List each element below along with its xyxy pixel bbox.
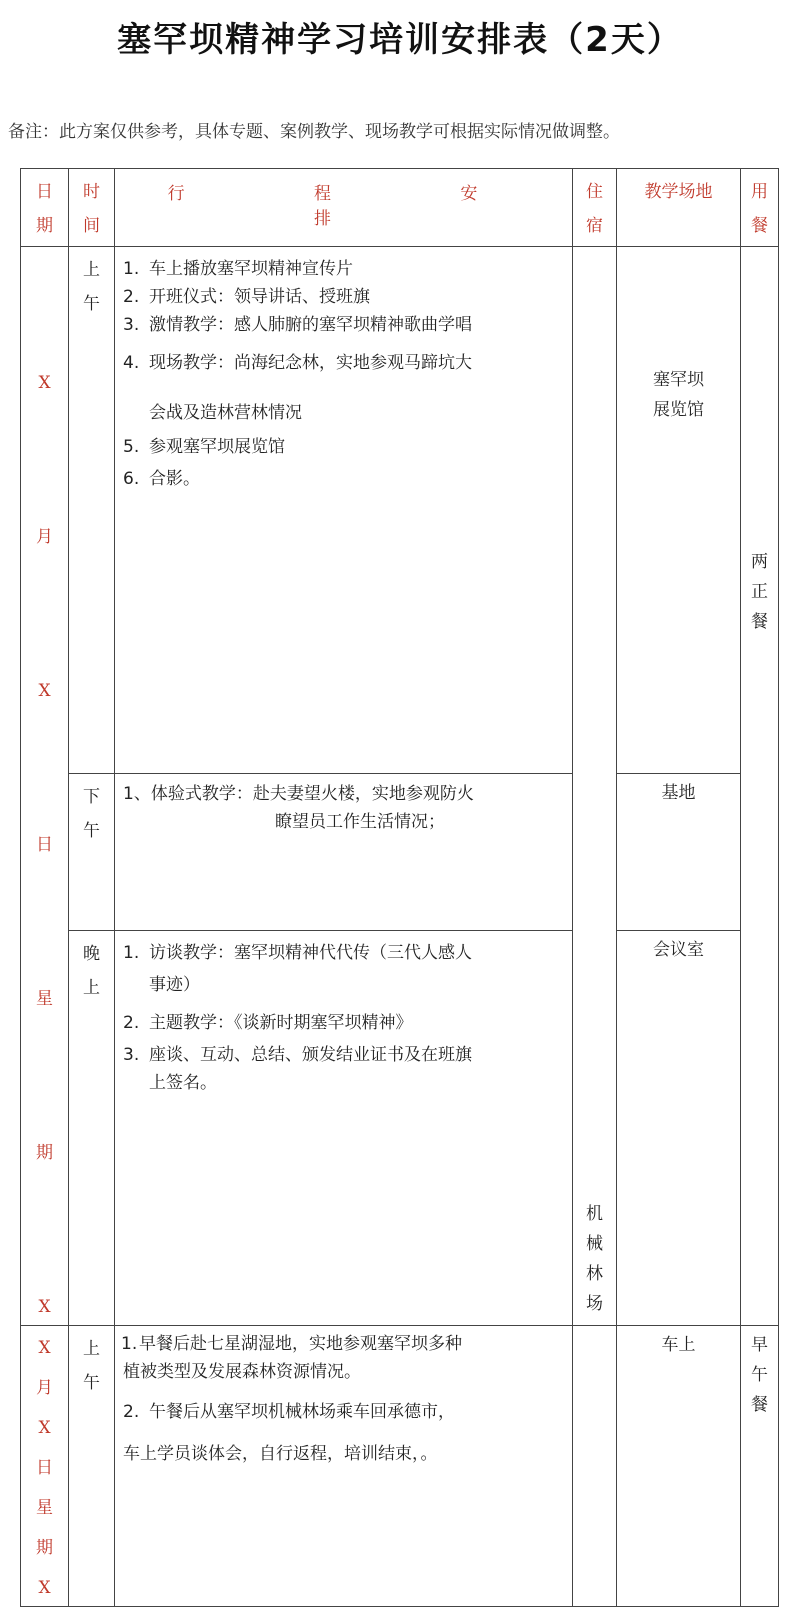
day1-morning-plan — [115, 247, 573, 774]
header-row — [21, 169, 779, 247]
list-item-continuation: 植被类型及发展森林资源情况。 — [123, 1362, 361, 1382]
list-item: 6. 合影。 — [123, 469, 200, 489]
list-item-continuation: 车上学员谈体会，自行返程，培训结束，。 — [123, 1444, 438, 1464]
day1-morning-row — [21, 247, 779, 774]
day1-afternoon-row — [21, 774, 779, 931]
schedule-table — [20, 168, 779, 1607]
day2-morning-plan — [115, 1326, 573, 1607]
day1-afternoon-time: 下 午 — [69, 774, 115, 931]
list-item: 2. 午餐后从塞罕坝机械林场乘车回承德市， — [123, 1402, 455, 1422]
list-item-continuation: 上签名。 — [149, 1073, 217, 1094]
header-time: 时 间 — [69, 169, 115, 247]
day1-date: X 月 X 日 星 期 X — [21, 247, 69, 1326]
day2-morning-time: 上 午 — [69, 1326, 115, 1607]
list-item-continuation: 会战及造林营林情况 — [149, 403, 302, 423]
list-item: 3. 激情教学：感人肺腑的塞罕坝精神歌曲学唱 — [123, 315, 472, 335]
list-item: 5. 参观塞罕坝展览馆 — [123, 437, 285, 457]
day1-evening-plan — [115, 931, 573, 1326]
header-meal: 用 餐 — [741, 169, 779, 247]
day2-date: X 月 X 日 星 期 X — [21, 1326, 69, 1607]
header-plan: 行 程 安 排 — [115, 169, 573, 247]
list-item: 1. 车上播放塞罕坝精神宣传片 — [123, 259, 353, 279]
list-item: 2. 主题教学：《谈新时期塞罕坝精神》 — [123, 1013, 413, 1034]
day1-morning-venue: 塞罕坝 展览馆 — [617, 247, 741, 774]
day2-meal: 早 午 餐 — [741, 1326, 779, 1607]
list-item: 3. 座谈、互动、总结、颁发结业证书及在班旗 — [123, 1045, 472, 1066]
list-item-continuation: 瞭望员工作生活情况； — [275, 812, 445, 833]
list-item: 1、 体验式教学：赴夫妻望火楼，实地参观防火 — [123, 784, 474, 805]
day1-lodging: 机 械 林 场 — [573, 247, 617, 1326]
day2-morning-venue: 车上 — [617, 1326, 741, 1607]
list-item: 4. 现场教学：尚海纪念林，实地参观马蹄坑大 — [123, 353, 472, 373]
header-venue: 教学场地 — [617, 169, 741, 247]
remark-note: 备注：此方案仅供参考，具体专题、案例教学、现场教学可根据实际情况做调整。 — [8, 122, 620, 142]
day1-afternoon-plan — [115, 774, 573, 931]
day1-evening-venue: 会议室 — [617, 931, 741, 1326]
list-item: 1. 访谈教学：塞罕坝精神代代传（三代人感人 — [123, 943, 472, 964]
day1-afternoon-venue: 基地 — [617, 774, 741, 931]
header-date: 日 期 — [21, 169, 69, 247]
day1-evening-time: 晚 上 — [69, 931, 115, 1326]
page-title: 塞罕坝精神学习培训安排表（2天） — [117, 20, 683, 60]
day1-morning-time: 上 午 — [69, 247, 115, 774]
list-item: 1. 早餐后赴七星湖湿地，实地参观塞罕坝多种 — [121, 1334, 462, 1354]
day1-evening-row — [21, 931, 779, 1326]
day2-morning-row — [21, 1326, 779, 1607]
list-item-continuation: 事迹） — [149, 975, 200, 996]
list-item: 2. 开班仪式：领导讲话、授班旗 — [123, 287, 370, 307]
day1-meal: 两 正 餐 — [741, 247, 779, 1326]
day2-lodging — [573, 1326, 617, 1607]
header-lodging: 住 宿 — [573, 169, 617, 247]
